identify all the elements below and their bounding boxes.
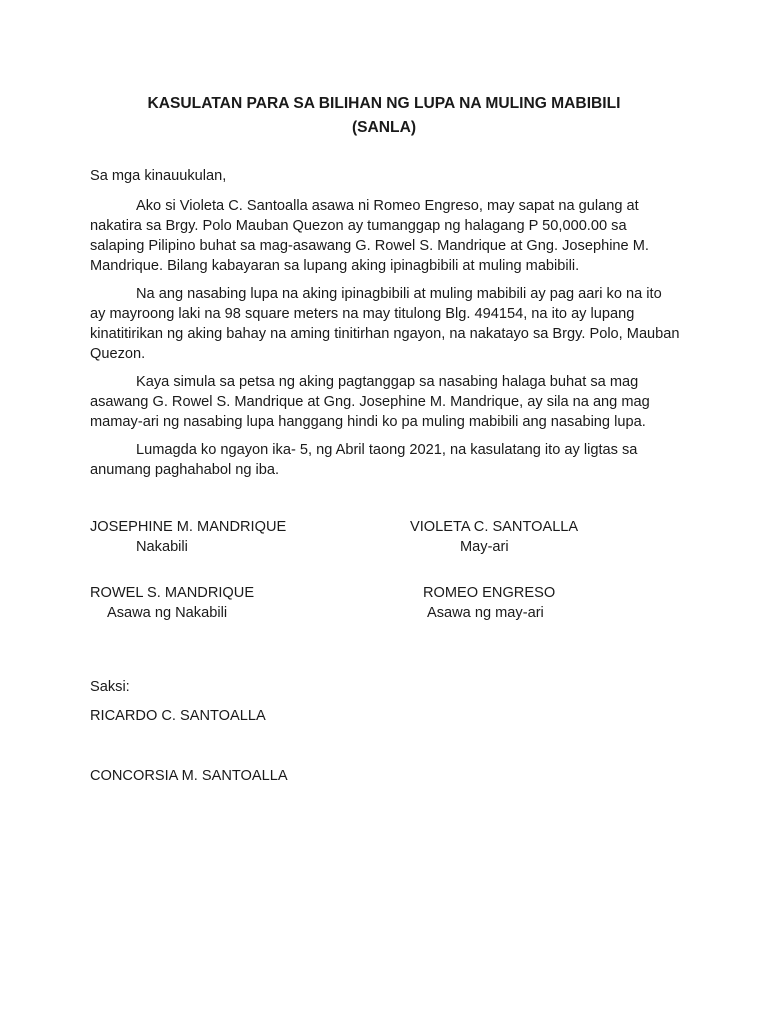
signatory-role: Asawa ng may-ari (427, 605, 544, 621)
document-body (90, 166, 680, 488)
witness-1: RICARDO C. SANTOALLA (90, 708, 266, 724)
signatory-name: VIOLETA C. SANTOALLA (410, 519, 579, 535)
signatory-name: JOSEPHINE M. MANDRIQUE (90, 519, 287, 535)
witness-2: CONCORSIA M. SANTOALLA (90, 768, 288, 784)
document-title (0, 92, 768, 140)
signatory-role: Asawa ng Nakabili (107, 605, 228, 621)
signatory-name: ROMEO ENGRESO (423, 585, 556, 601)
signatory-name: ROWEL S. MANDRIQUE (90, 585, 255, 601)
signatory-buyer-spouse (90, 583, 254, 623)
salutation: Sa mga kinauukulan, (90, 168, 227, 184)
signatory-role: May-ari (460, 539, 509, 555)
paragraph-2: Na ang nasabing lupa na aking ipinagbibili at muling mabibili ay pag aari ko na ito ay mayroong laki na 98 square meters na may titulong Blg. 494154, na ito ay lupang kinatitirikan ng aking bahay na aming tinitirhan ngayon, na nakatayo sa Brgy. Polo, Mauban Quezon. (90, 286, 680, 362)
paragraph-3: Kaya simula sa petsa ng aking pagtanggap sa nasabing halaga buhat sa mag asawang G. Rowel S. Mandrique at Gng. Josephine M. Mandrique, ay sila na ang mag mamay-ari ng nasabing lupa hanggang hindi ko pa muling mabibili ang nasabing lupa. (90, 374, 650, 430)
signatory-owner (410, 517, 578, 557)
signatory-owner-spouse (423, 583, 555, 623)
paragraph-4: Lumagda ko ngayon ika- 5, ng Abril taong 2021, na kasulatang ito ay ligtas sa anumang paghahabol ng iba. (90, 442, 638, 478)
title-line-2: (SANLA) (351, 119, 417, 136)
paragraph-1: Ako si Violeta C. Santoalla asawa ni Romeo Engreso, may sapat na gulang at nakatira sa Brgy. Polo Mauban Quezon ay tumanggap ng halagang P 50,000.00 sa salaping Pilipino buhat sa mag-asawang G. Rowel S. Mandrique at Gng. Josephine M. Mandrique. Bilang kabayaran sa lupang aking ipinagbibili at muling mabibili. (90, 198, 649, 274)
title-line-1: KASULATAN PARA SA BILIHAN NG LUPA NA MULING MABIBILI (147, 95, 621, 112)
signatory-buyer (90, 517, 286, 557)
witness-label: Saksi: (90, 679, 130, 695)
signatory-role: Nakabili (136, 539, 188, 555)
